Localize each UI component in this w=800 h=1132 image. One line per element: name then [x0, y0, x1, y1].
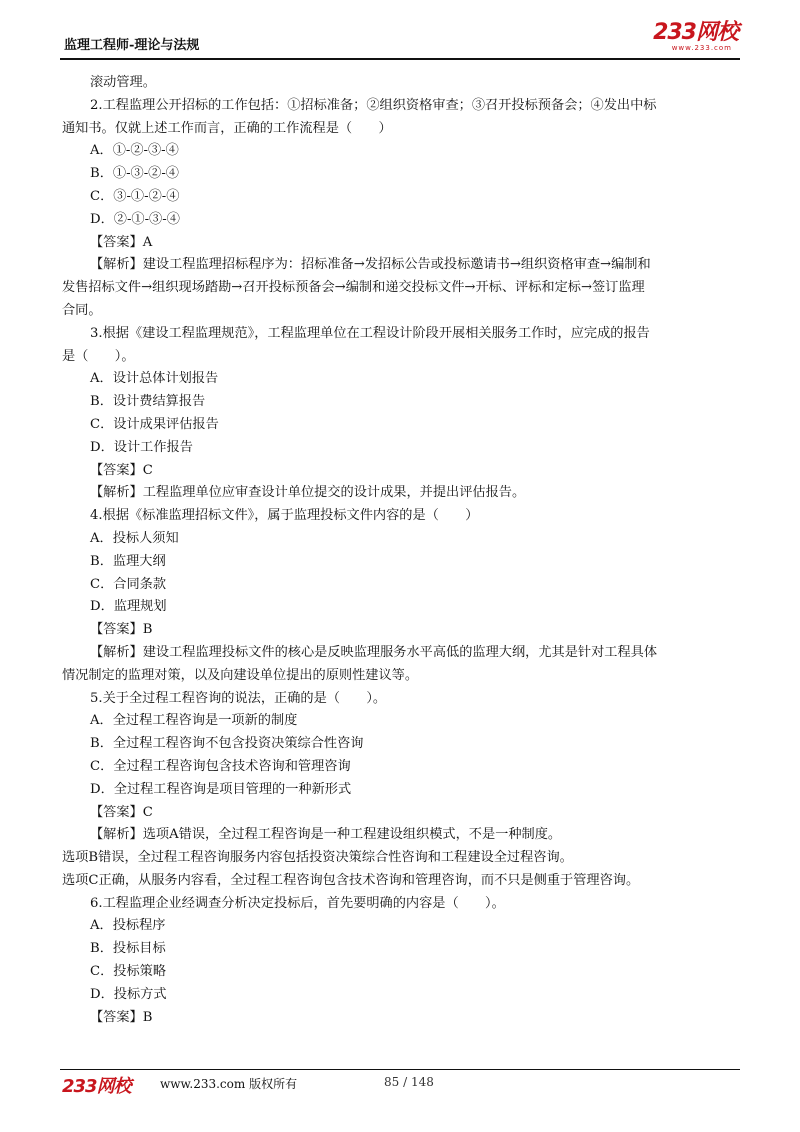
document-title: 监理工程师-理论与法规 — [64, 38, 200, 53]
option-a: A．①-②-③-④ — [90, 143, 179, 159]
option-b: B．全过程工程咨询不包含投资决策综合性咨询 — [90, 736, 364, 752]
option-c: C．③-①-②-④ — [90, 188, 180, 204]
brand-logo — [653, 22, 738, 52]
option-c: C．全过程工程咨询包含技术咨询和管理咨询 — [90, 758, 351, 774]
explanation: 【解析】工程监理单位应审查设计单位提交的设计成果，并提出评估报告。 — [90, 485, 526, 501]
option-d: D．监理规划 — [90, 599, 167, 615]
question-stem: 3.根据《建设工程监理规范》，工程监理单位在工程设计阶段开展相关服务工作时，应完成的报告 — [90, 325, 650, 341]
explanation: 【解析】建设工程监理投标文件的核心是反映监理服务水平高低的监理大纲，尤其是针对工程具体 — [90, 644, 658, 660]
header-divider — [60, 58, 740, 60]
option-d: D．投标方式 — [90, 986, 167, 1002]
option-a: A．设计总体计划报告 — [90, 371, 219, 387]
option-a: A．投标程序 — [90, 918, 166, 934]
option-a: A．全过程工程咨询是一项新的制度 — [90, 713, 298, 729]
answer: 【答案】A — [90, 234, 153, 250]
option-b: B．投标目标 — [90, 941, 166, 957]
answer: 【答案】C — [90, 804, 153, 820]
page-number: 85 / 148 — [384, 1075, 434, 1089]
option-b: B．设计费结算报告 — [90, 394, 206, 410]
explanation-cont: 发售招标文件→组织现场踏勘→召开投标预备会→编制和递交投标文件→开标、评标和定标→签订监理 — [62, 280, 645, 296]
explanation-cont: 合同。 — [62, 302, 102, 318]
page-header — [62, 22, 738, 56]
option-d: D．全过程工程咨询是项目管理的一种新形式 — [90, 781, 352, 797]
explanation: 【解析】建设工程监理招标程序为：招标准备→发招标公告或投标邀请书→组织资格审查→编制和 — [90, 257, 651, 273]
option-c: C．投标策略 — [90, 964, 167, 980]
question-stem: 4.根据《标准监理招标文件》，属于监理投标文件内容的是（ ） — [90, 508, 479, 524]
page-content — [62, 72, 742, 1029]
footer-brand-logo: 233网校 — [62, 1076, 131, 1097]
answer: 【答案】C — [90, 462, 153, 478]
question-stem: 2.工程监理公开招标的工作包括：①招标准备；②组织资格审查；③召开投标预备会；④发出中标 — [90, 97, 657, 113]
page-footer — [62, 1072, 738, 1097]
question-stem-cont: 是（ ）。 — [62, 348, 135, 364]
text-line: 滚动管理。 — [90, 75, 156, 90]
explanation-cont: 选项C正确，从服务内容看，全过程工程咨询包含技术咨询和管理咨询，而不只是侧重于管理咨询。 — [62, 872, 640, 888]
option-b: B．①-③-②-④ — [90, 166, 179, 182]
question-stem: 6.工程监理企业经调查分析决定投标后，首先要明确的内容是（ ）。 — [90, 895, 505, 911]
option-c: C．设计成果评估报告 — [90, 416, 219, 432]
copyright-text: www.233.com 版权所有 — [160, 1077, 298, 1091]
question-stem: 5.关于全过程工程咨询的说法，正确的是（ ）。 — [90, 690, 387, 706]
option-d: D．设计工作报告 — [90, 439, 193, 455]
option-c: C．合同条款 — [90, 576, 167, 592]
question-stem-cont: 通知书。仅就上述工作而言，正确的工作流程是（ ） — [62, 120, 392, 136]
answer: 【答案】B — [90, 622, 153, 638]
brand-logo-url: www.233.com — [671, 44, 732, 52]
explanation-cont: 情况制定的监理对策，以及向建设单位提出的原则性建议等。 — [62, 667, 419, 683]
option-d: D．②-①-③-④ — [90, 211, 180, 227]
explanation-cont: 选项B错误，全过程工程咨询服务内容包括投资决策综合性咨询和工程建设全过程咨询。 — [62, 850, 573, 866]
brand-logo-text: 233网校 — [653, 20, 738, 45]
option-a: A．投标人须知 — [90, 530, 179, 546]
option-b: B．监理大纲 — [90, 553, 166, 569]
explanation: 【解析】选项A错误，全过程工程咨询是一种工程建设组织模式，不是一种制度。 — [90, 827, 562, 843]
answer: 【答案】B — [90, 1009, 153, 1025]
footer-divider — [60, 1069, 740, 1070]
